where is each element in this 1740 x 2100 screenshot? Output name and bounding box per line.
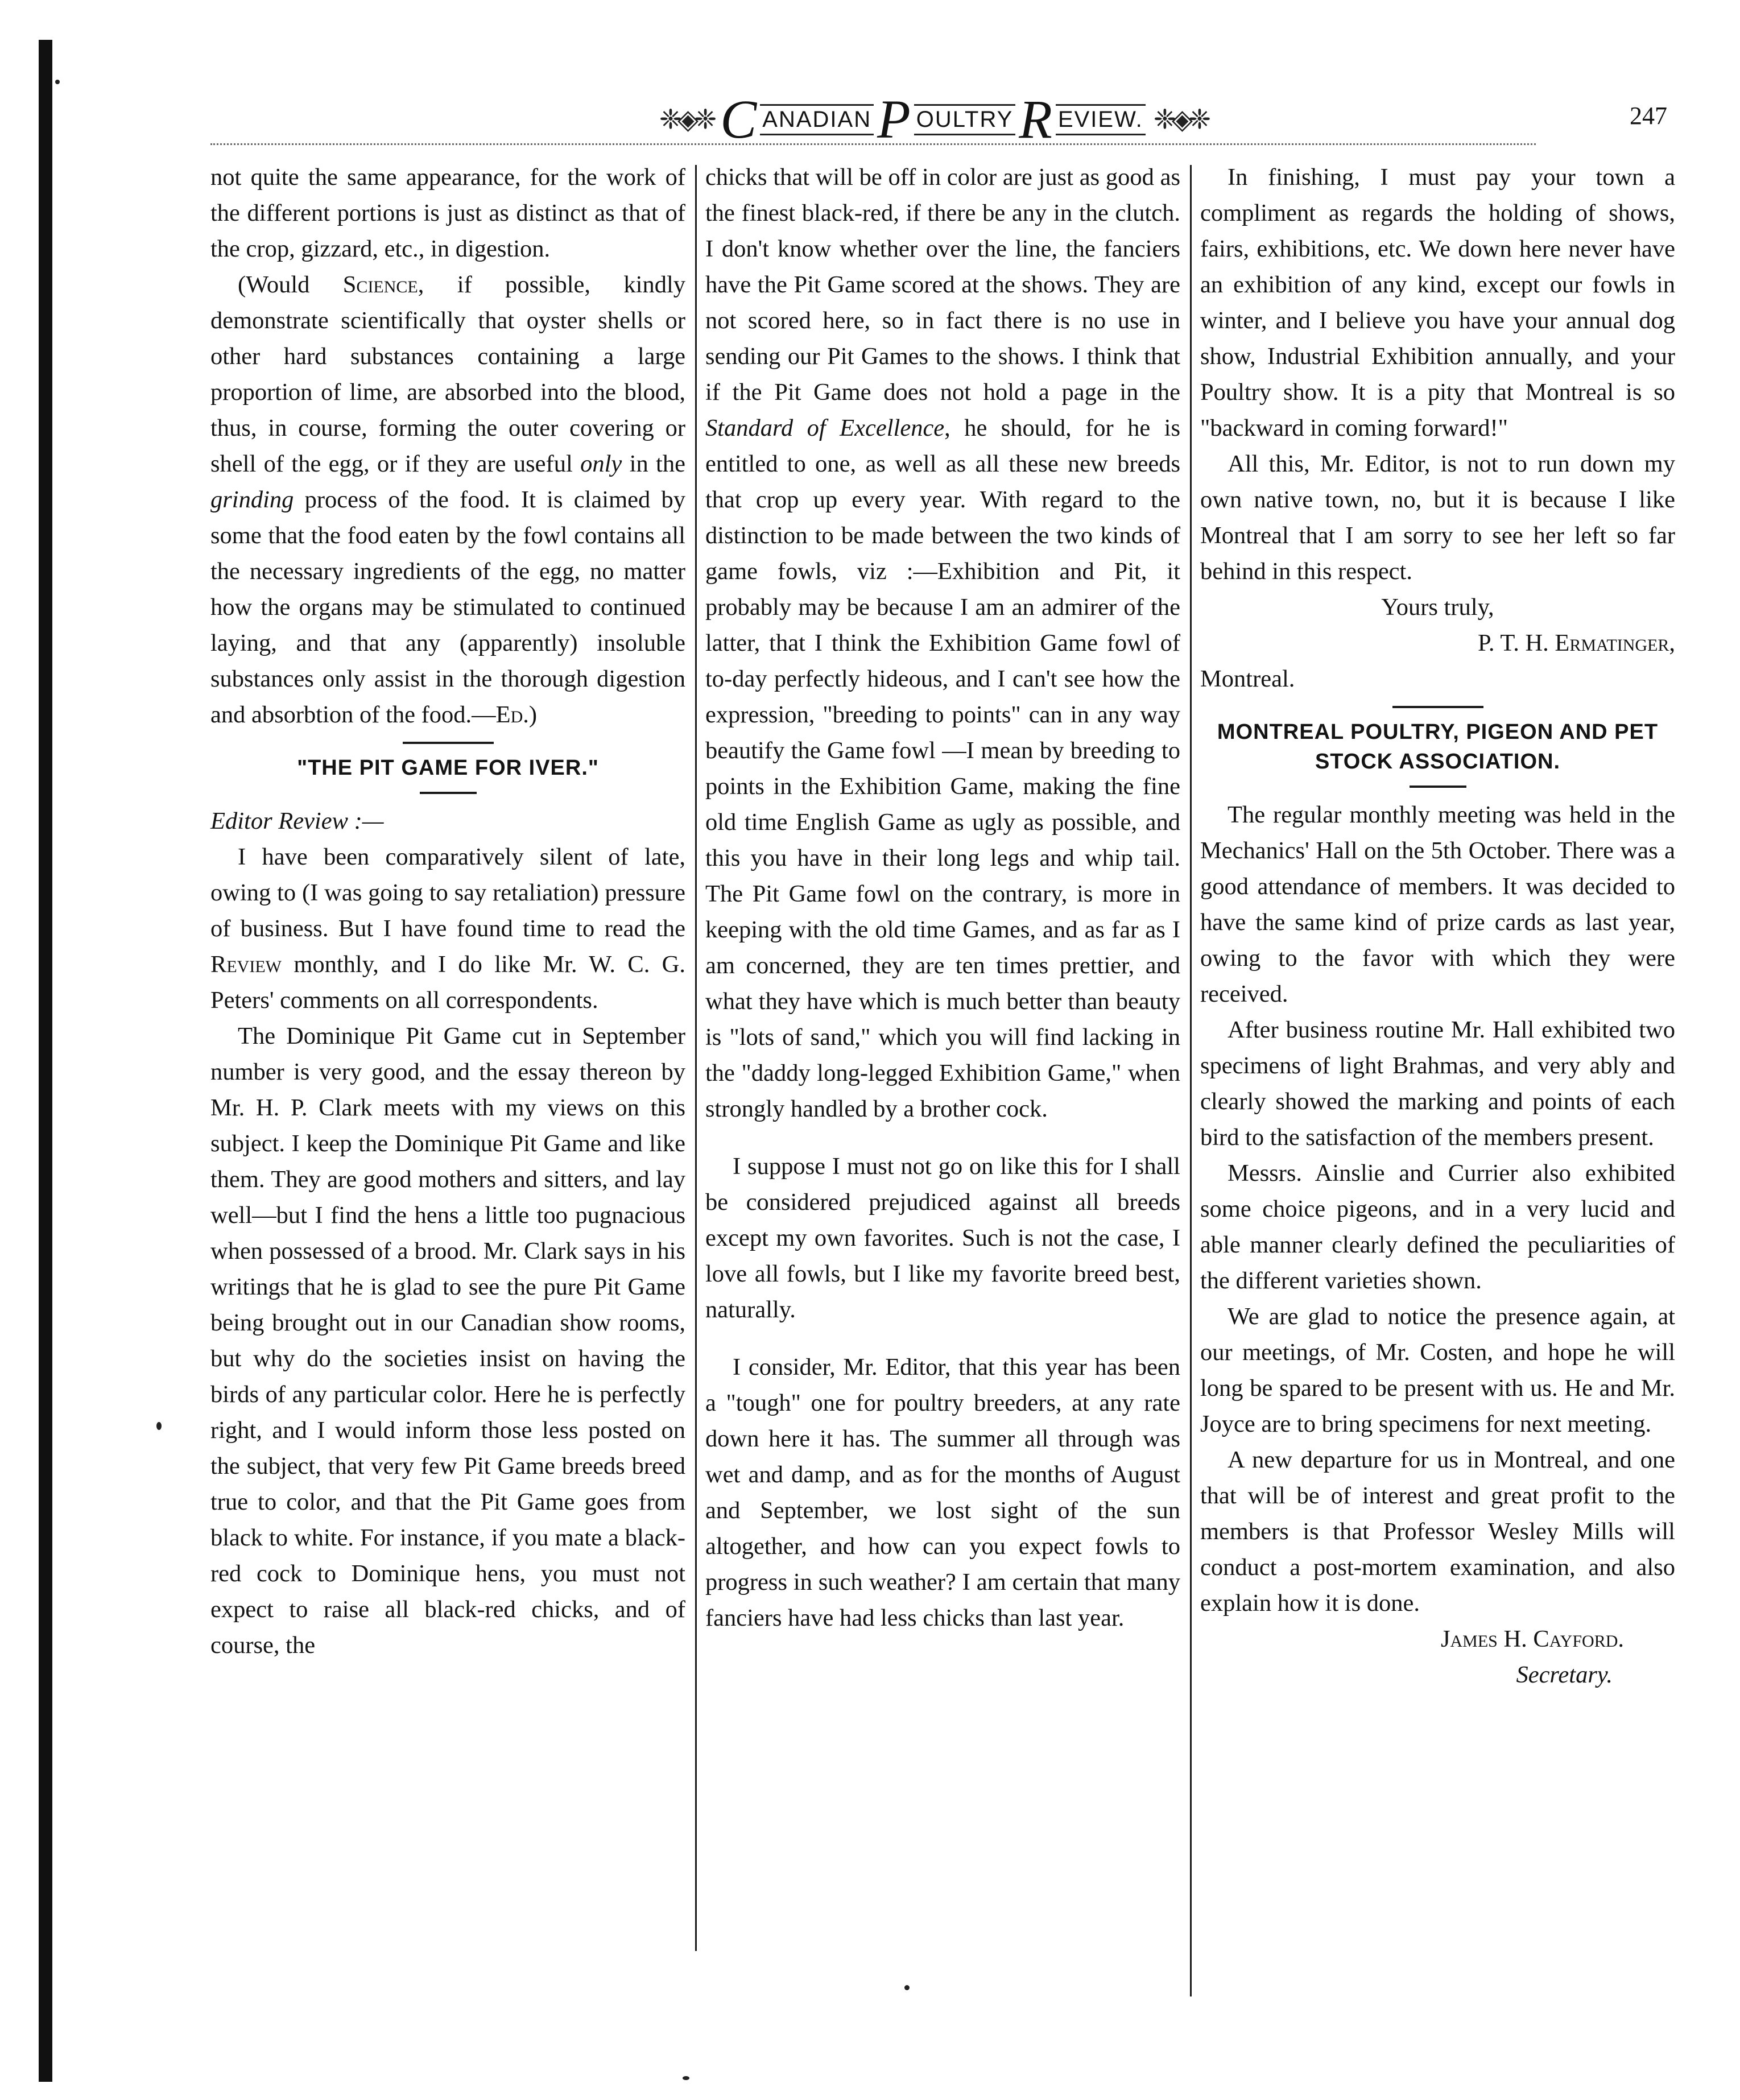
paragraph: not quite the same appearance, for the work of the different portions is just as distinct as that of the crop, gizzard, etc., in digestion.: [210, 164, 685, 262]
secretary-name: James H. Cayford.: [1440, 1626, 1624, 1652]
ink-speck: [156, 1422, 162, 1430]
letter-closing: Yours truly,: [1381, 594, 1494, 621]
section-rule: [403, 742, 494, 744]
paragraph: The regular monthly meeting was held in the Mechanics' Hall on the 5th October. There was a good attendance of members. It was decided to have the same kind of prize cards as last year, owing to the favor with which they were received.: [1200, 801, 1675, 1007]
paragraph: (Would Science, if possible, kindly demonstrate scientifically that oyster shells or other hard substances containing a large proportion of lime, are absorbed into the blood, thus, in course, forming the outer covering or shell of the egg, or if they are useful only in the grinding process of the food. It is claimed by some that the food eaten by the fowl contains all the necessary ingredients of the egg, no matter how the organs may be stimulated to continued laying, and that any (apparently) insoluble substances only assist in the thorough digestion and absorbtion of the food.—Ed.): [210, 271, 686, 728]
masthead-title: C ANADIAN P OULTRY R EVIEW.: [720, 92, 1146, 147]
paragraph: I have been comparatively silent of late, owing to (I was going to say retaliation) pressure of business. But I have found time to read the Review monthly, and I do like Mr. W. C. G. Peters' comments on all correspondents.: [210, 844, 685, 1014]
header-rule: [210, 143, 1536, 145]
paragraph: In finishing, I must pay your town a compliment as regards the holding of shows, fairs, exhibitions, etc. We down here never have an exhibition of any kind, except our fowls in winter, and I believe you have your annual dog show, Industrial Exhibition annually, and your Poultry show. It is a pity that Montreal is so "backward in coming forward!": [1200, 164, 1675, 441]
column-2: [705, 159, 1180, 1636]
paragraph: After business routine Mr. Hall exhibited two specimens of light Brahmas, and very ably and clearly showed the marking and points of each bird to the satisfaction of the members present.: [1200, 1016, 1675, 1151]
ornament-left: ❈◈❈: [659, 105, 713, 135]
scan-edge: [39, 40, 52, 2082]
secretary-title: Secretary.: [1516, 1661, 1613, 1688]
paragraph: Messrs. Ainslie and Currier also exhibited some choice pigeons, and in a very lucid and able manner clearly defined the peculiarities of the different varieties shown.: [1200, 1160, 1675, 1294]
section-rule: [1410, 786, 1466, 788]
ornament-right: ❈◈❈: [1153, 105, 1207, 135]
column-divider: [695, 165, 697, 1951]
column-3: [1200, 159, 1675, 1693]
ink-speck: [904, 1985, 910, 1990]
paragraph: I suppose I must not go on like this for I shall be considered prejudiced against all breeds except my own favorites. Such is not the case, I love all fowls, but I like my favorite breed best, naturally.: [705, 1153, 1180, 1323]
paragraph: All this, Mr. Editor, is not to run down my own native town, no, but it is because I like Montreal that I am sorry to see her left so far behind in this respect.: [1200, 450, 1675, 585]
section-rule: [420, 792, 477, 794]
column-1: [210, 159, 685, 1663]
paragraph: I consider, Mr. Editor, that this year has been a "tough" one for poultry breeders, at any rate down here it has. The summer all through was wet and damp, and as for the months of August and September, we lost sight of the sun altogether, and how can you expect fowls to progress in such weather? I am certain that many fanciers have had less chicks than last year.: [705, 1354, 1180, 1631]
article-heading: MONTREAL POULTRY, PIGEON AND PET STOCK ASSOCIATION.: [1217, 720, 1659, 774]
article-heading: "THE PIT GAME FOR IVER.": [297, 756, 599, 780]
paragraph: We are glad to notice the presence again, at our meetings, of Mr. Costen, and hope he will long be spared to be present with us. He and Mr. Joyce are to bring specimens for next meeting.: [1200, 1303, 1675, 1437]
ink-speck: [683, 2076, 689, 2080]
paragraph: The Dominique Pit Game cut in September number is very good, and the essay thereon by Mr. H. P. Clark meets with my views on this subject. I keep the Dominique Pit Game and like them. They are good mothers and sitters, and lay well—but I find the hens a little too pugnacious when possessed of a brood. Mr. Clark says in his writings that he is glad to see the pure Pit Game being brought out in our Canadian show rooms, but why do the societies insist on having the birds of any particular color. Here he is perfectly right, and I would inform those less posted on the subject, that very few Pit Game breeds breed true to color, and that the Pit Game goes from black to white. For instance, if you mate a black-red cock to Dominique hens, you must not expect to raise all black-red chicks, and of course, the: [210, 1023, 685, 1659]
ink-speck: [55, 80, 60, 84]
letter-signature: P. T. H. Ermatinger,: [1477, 630, 1675, 656]
column-divider: [1190, 165, 1192, 1996]
section-rule: [1392, 706, 1483, 708]
paragraph: chicks that will be off in color are just as good as the finest black-red, if there be any in the clutch. I don't know whether over the line, the fanciers have the Pit Game scored at the shows. They are not scored here, so in fact there is no use in sending our Pit Games to the shows. I think that if the Pit Game does not hold a page in the Standard of Excellence, he should, for he is entitled to one, as well as all these new breeds that crop up every year. With regard to the distinction to be made between the two kinds of game fowls, viz :—Exhibition and Pit, it probably may be because I am an admirer of the latter, that I think the Exhibition Game fowl of to-day perfectly hideous, and I can't see how the expression, "breeding to points" can in any way beautify the Game fowl —I mean by breeding to points in the Exhibition Game, making the fine old time English Game as ugly as possible, and this you have in their long legs and whip tail. The Pit Game fowl on the contrary, is more in keeping with the old time Games, and as far as I am concerned, they are ten times prettier, and what they have which is much better than beauty is "lots of sand," which you will find lacking in the "daddy long-legged Exhibition Game," when strongly handled by a brother cock.: [705, 164, 1180, 1122]
paragraph: A new departure for us in Montreal, and one that will be of interest and great profit to the members is that Professor Wesley Mills will conduct a post-mortem examination, and also explain how it is done.: [1200, 1446, 1675, 1617]
letter-place: Montreal.: [1200, 665, 1295, 692]
page-number: 247: [1630, 102, 1667, 130]
salutation: Editor Review :—: [210, 808, 384, 834]
masthead: [648, 91, 1217, 148]
